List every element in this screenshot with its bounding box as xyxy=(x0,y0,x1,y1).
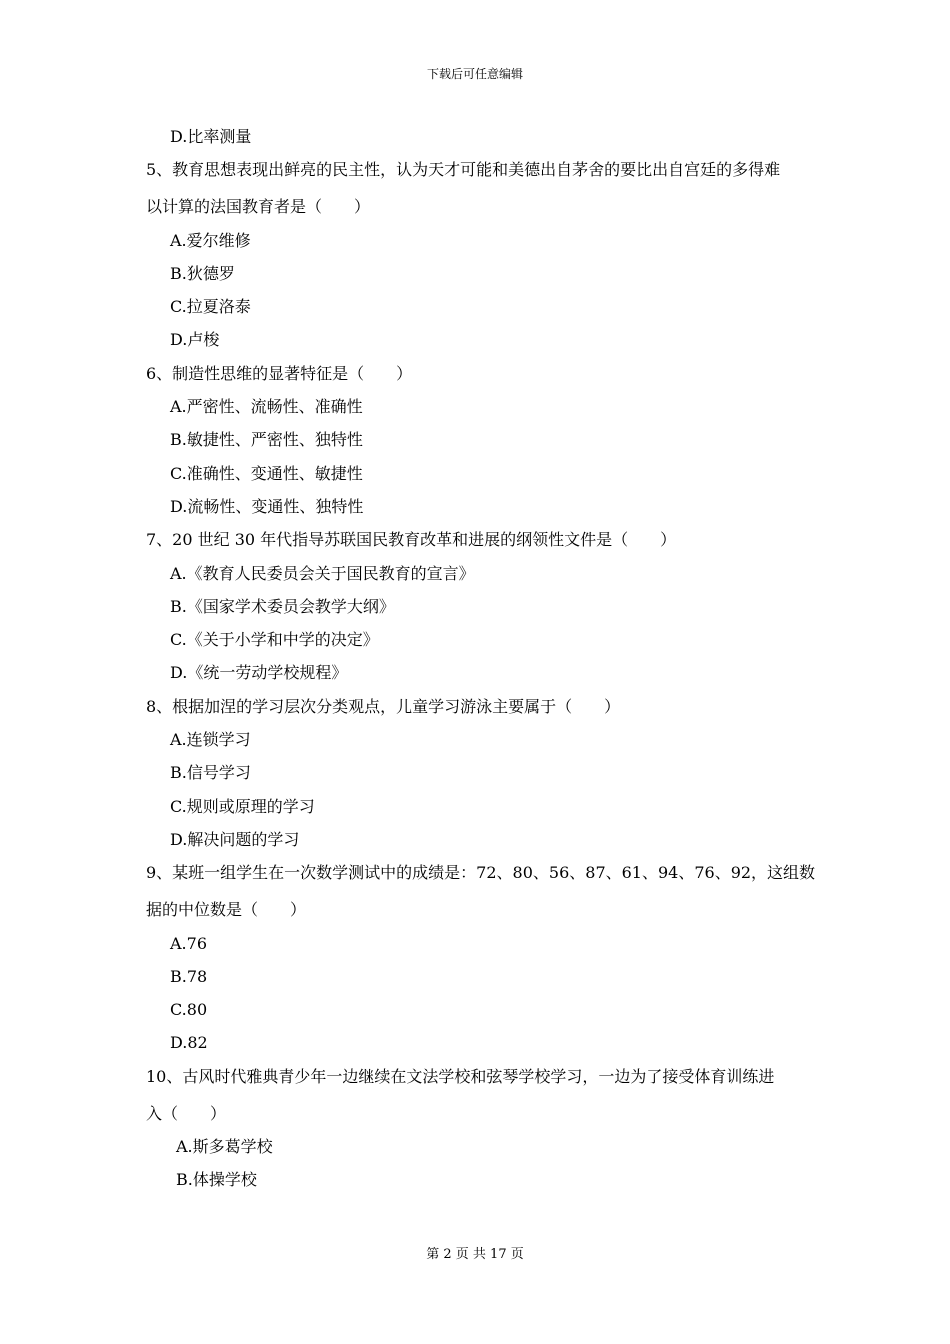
page-header: 下载后可任意编辑 xyxy=(426,67,523,81)
page-footer: 第 2 页 共 17 页 xyxy=(426,1247,524,1262)
option-8a: A.连锁学习 xyxy=(170,730,251,750)
option-5d: D.卢梭 xyxy=(170,330,220,350)
option-8b: B.信号学习 xyxy=(170,763,251,783)
option-10b: B.体操学校 xyxy=(176,1170,257,1190)
option-9b: B.78 xyxy=(170,966,208,986)
option-9d: D.82 xyxy=(170,1033,208,1053)
question-10-line-1: 10、古风时代雅典青少年一边继续在文法学校和弦琴学校学习，一边为了接受体育训练进 xyxy=(146,1066,775,1086)
option-8c: C.规则或原理的学习 xyxy=(170,796,315,816)
option-7d: D.《统一劳动学校规程》 xyxy=(170,663,348,683)
option-6c: C.准确性、变通性、敏捷性 xyxy=(170,463,363,483)
question-9-line-2: 据的中位数是（ ） xyxy=(146,900,307,920)
question-5-line-1: 5、教育思想表现出鲜亮的民主性，认为天才可能和美德出自茅舍的要比出自宫廷的多得难 xyxy=(146,160,781,180)
document-body xyxy=(146,124,816,1201)
question-5-line-2: 以计算的法国教育者是（ ） xyxy=(146,197,371,217)
option-9a: A.76 xyxy=(170,933,207,953)
question-7: 7、20 世纪 30 年代指导苏联国民教育改革和进展的纲领性文件是（ ） xyxy=(146,530,677,550)
option-4d: D.比率测量 xyxy=(170,127,252,146)
option-7b: B.《国家学术委员会教学大纲》 xyxy=(170,596,395,616)
option-10a: A.斯多葛学校 xyxy=(176,1137,273,1157)
option-7a: A.《教育人民委员会关于国民教育的宣言》 xyxy=(170,563,475,583)
option-6b: B.敏捷性、严密性、独特性 xyxy=(170,430,363,450)
option-5c: C.拉夏洛泰 xyxy=(170,297,251,317)
option-7c: C.《关于小学和中学的决定》 xyxy=(170,630,379,650)
option-5a: A.爱尔维修 xyxy=(170,230,251,250)
option-5b: B.狄德罗 xyxy=(170,263,235,283)
question-8: 8、根据加涅的学习层次分类观点，儿童学习游泳主要属于（ ） xyxy=(146,696,621,716)
question-6: 6、制造性思维的显著特征是（ ） xyxy=(146,363,413,383)
option-8d: D.解决问题的学习 xyxy=(170,829,300,849)
question-9-line-1: 9、某班一组学生在一次数学测试中的成绩是：72、80、56、87、61、94、76、92，这组数 xyxy=(146,863,816,883)
option-6d: D.流畅性、变通性、独特性 xyxy=(170,496,364,516)
option-9c: C.80 xyxy=(170,1000,208,1020)
question-10-line-2: 入（ ） xyxy=(146,1103,227,1123)
option-6a: A.严密性、流畅性、准确性 xyxy=(170,397,363,417)
